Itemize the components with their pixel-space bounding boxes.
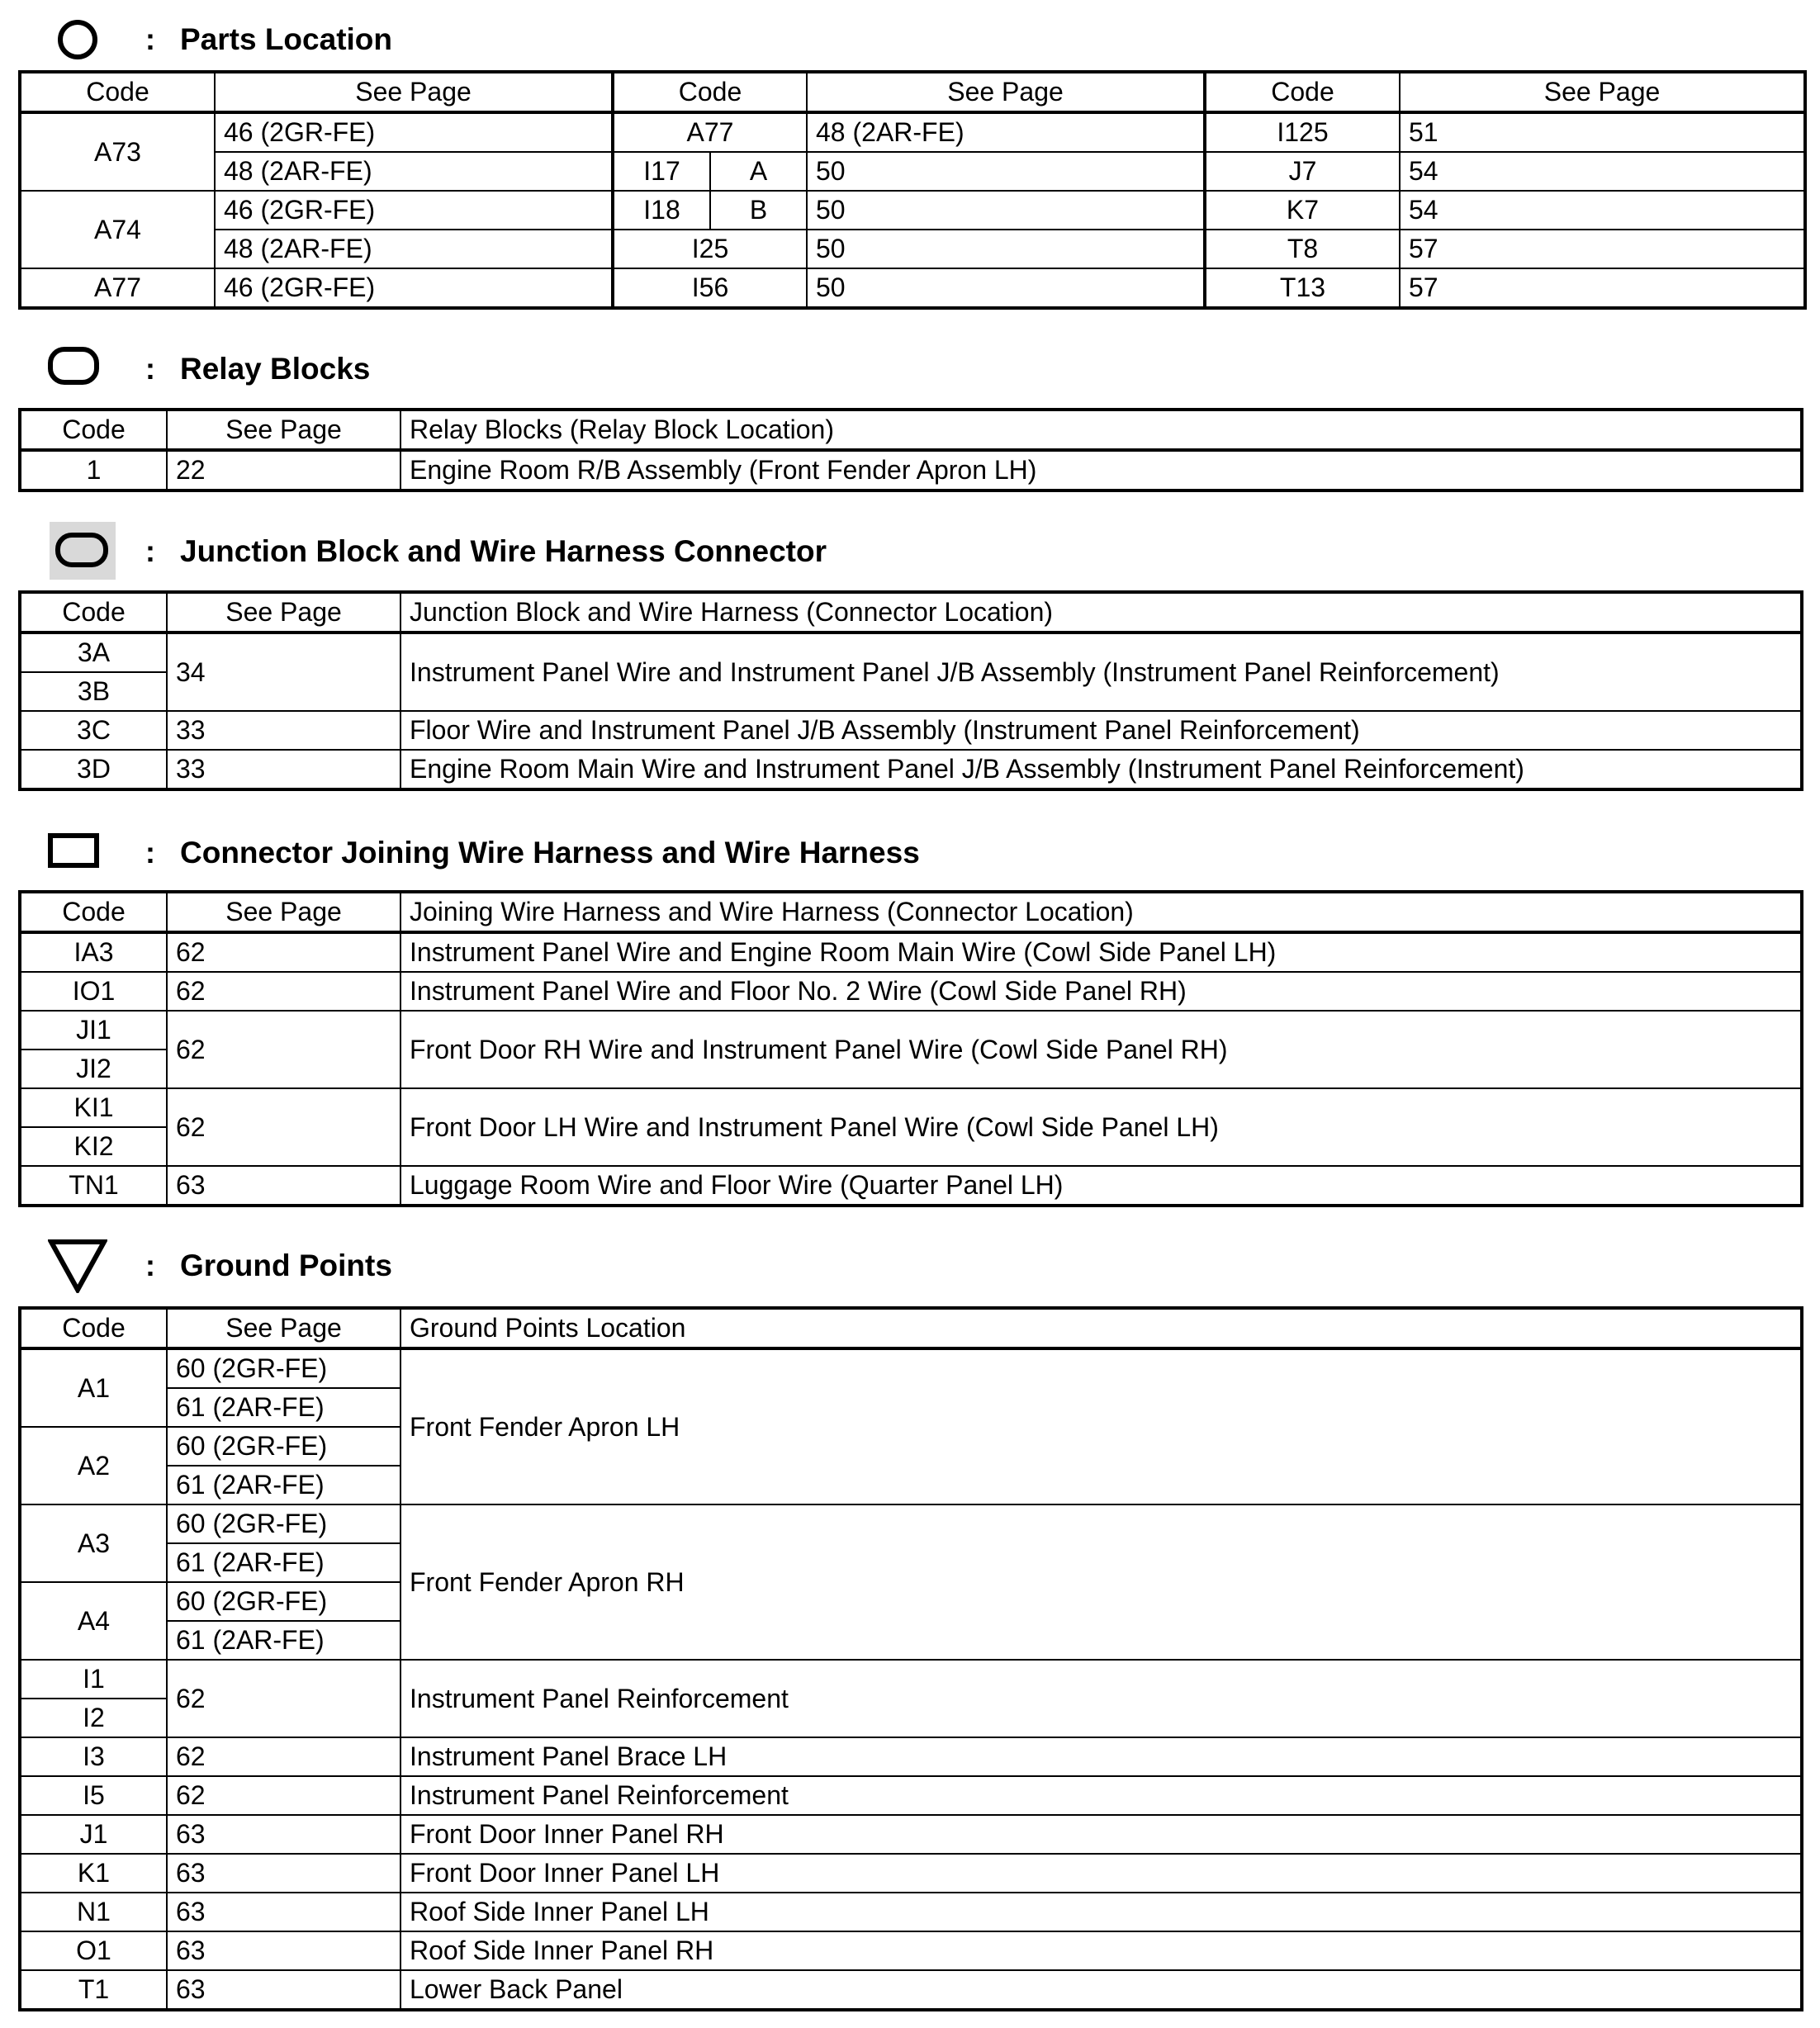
page-cell: 54	[1400, 152, 1805, 191]
description-cell: Instrument Panel Reinforcement	[400, 1660, 1802, 1737]
code-cell: JI1	[20, 1011, 167, 1050]
section-title: Parts Location	[180, 22, 392, 56]
page-cell: 63	[167, 1854, 400, 1893]
page-cell: 62	[167, 932, 400, 972]
table-header-row	[20, 410, 1802, 450]
description-cell: Front Door RH Wire and Instrument Panel Wire (Cowl Side Panel RH)	[400, 1011, 1802, 1088]
code-cell: A77	[20, 268, 215, 308]
page-cell: 61 (2AR-FE)	[167, 1543, 400, 1582]
header-see-page: See Page	[1400, 72, 1805, 112]
page-cell: 34	[167, 633, 400, 711]
header-description: Relay Blocks (Relay Block Location)	[400, 410, 1802, 450]
page-cell: 33	[167, 711, 400, 750]
page-cell: 63	[167, 1970, 400, 2010]
code-cell: 3D	[20, 750, 167, 789]
code-cell: KI1	[20, 1088, 167, 1127]
colon: :	[145, 836, 155, 869]
page-cell: 62	[167, 1088, 400, 1166]
circle-symbol-icon	[58, 20, 97, 59]
description-cell: Instrument Panel Wire and Engine Room Main Wire (Cowl Side Panel LH)	[400, 932, 1802, 972]
description-cell: Lower Back Panel	[400, 1970, 1802, 2010]
description-cell: Instrument Panel Reinforcement	[400, 1776, 1802, 1815]
code-cell: K1	[20, 1854, 167, 1893]
code-cell: A1	[20, 1348, 167, 1427]
table-row	[20, 1970, 1802, 2010]
header-description: Ground Points Location	[400, 1308, 1802, 1348]
section-title: Junction Block and Wire Harness Connector	[180, 534, 827, 568]
table-row	[20, 1348, 1802, 1388]
header-code: Code	[1205, 72, 1400, 112]
code-cell: IO1	[20, 972, 167, 1011]
header-see-page: See Page	[807, 72, 1205, 112]
code-cell: I25	[613, 230, 807, 268]
sub-code-cell: B	[710, 191, 807, 230]
section-title: Connector Joining Wire Harness and Wire Harness	[180, 836, 920, 869]
code-cell: O1	[20, 1931, 167, 1970]
table-row	[20, 932, 1802, 972]
description-cell: Front Fender Apron LH	[400, 1348, 1802, 1504]
description-cell: Engine Room R/B Assembly (Front Fender Apron LH)	[400, 450, 1802, 490]
code-cell: 3A	[20, 633, 167, 672]
code-cell: I1	[20, 1660, 167, 1699]
page-cell: 22	[167, 450, 400, 490]
code-cell: 3B	[20, 672, 167, 711]
section-title: Ground Points	[180, 1249, 392, 1282]
header-code: Code	[20, 892, 167, 932]
code-cell: K7	[1205, 191, 1400, 230]
colon: :	[145, 534, 155, 568]
page-cell: 57	[1400, 230, 1805, 268]
sub-code-cell: A	[710, 152, 807, 191]
table-row	[20, 1776, 1802, 1815]
table-row	[20, 1088, 1802, 1127]
page-cell: 51	[1400, 112, 1805, 152]
colon: :	[145, 22, 155, 56]
page-cell: 63	[167, 1166, 400, 1206]
page-cell: 61 (2AR-FE)	[167, 1388, 400, 1427]
header-description: Joining Wire Harness and Wire Harness (Connector Location)	[400, 892, 1802, 932]
page-cell: 50	[807, 268, 1205, 308]
code-cell: A77	[613, 112, 807, 152]
junction-block-symbol-icon	[55, 533, 108, 567]
code-cell: A74	[20, 191, 215, 268]
code-cell: A4	[20, 1582, 167, 1660]
page-cell: 61 (2AR-FE)	[167, 1621, 400, 1660]
page-cell: 33	[167, 750, 400, 789]
table-row	[20, 633, 1802, 672]
page-cell: 54	[1400, 191, 1805, 230]
colon: :	[145, 352, 155, 386]
page-cell: 50	[807, 191, 1205, 230]
code-cell: IA3	[20, 932, 167, 972]
header-code: Code	[20, 410, 167, 450]
table-row	[20, 1660, 1802, 1699]
ground-points-table	[18, 1306, 1803, 2011]
header-see-page: See Page	[167, 1308, 400, 1348]
table-row	[20, 1166, 1802, 1206]
code-cell: T13	[1205, 268, 1400, 308]
code-cell: A3	[20, 1504, 167, 1582]
table-row	[20, 1504, 1802, 1543]
description-cell: Floor Wire and Instrument Panel J/B Assembly (Instrument Panel Reinforcement)	[400, 711, 1802, 750]
table-header-row	[20, 592, 1802, 633]
code-cell: 3C	[20, 711, 167, 750]
colon: :	[145, 1249, 155, 1282]
table-header-row	[20, 1308, 1802, 1348]
code-cell: I125	[1205, 112, 1400, 152]
page-cell: 62	[167, 972, 400, 1011]
table-row	[20, 711, 1802, 750]
page-cell: 62	[167, 1011, 400, 1088]
page-cell: 48 (2AR-FE)	[215, 230, 613, 268]
page-cell: 62	[167, 1660, 400, 1737]
code-cell: JI2	[20, 1050, 167, 1088]
description-cell: Instrument Panel Brace LH	[400, 1737, 1802, 1776]
code-cell: T8	[1205, 230, 1400, 268]
page-cell: 46 (2GR-FE)	[215, 112, 613, 152]
table-row	[20, 750, 1802, 789]
table-row	[20, 1893, 1802, 1931]
code-cell: I17	[613, 152, 710, 191]
description-cell: Front Door Inner Panel RH	[400, 1815, 1802, 1854]
page-cell: 50	[807, 230, 1205, 268]
table-row	[20, 1737, 1802, 1776]
description-cell: Instrument Panel Wire and Instrument Panel J/B Assembly (Instrument Panel Reinforcement)	[400, 633, 1802, 711]
header-code: Code	[20, 592, 167, 633]
header-description: Junction Block and Wire Harness (Connector Location)	[400, 592, 1802, 633]
section-title: Relay Blocks	[180, 352, 371, 386]
page-cell: 60 (2GR-FE)	[167, 1504, 400, 1543]
page-cell: 48 (2AR-FE)	[807, 112, 1205, 152]
header-see-page: See Page	[167, 892, 400, 932]
description-cell: Engine Room Main Wire and Instrument Panel J/B Assembly (Instrument Panel Reinforcement)	[400, 750, 1802, 789]
header-see-page: See Page	[215, 72, 613, 112]
table-row	[20, 1011, 1802, 1050]
code-cell: I56	[613, 268, 807, 308]
description-cell: Front Door Inner Panel LH	[400, 1854, 1802, 1893]
description-cell: Front Door LH Wire and Instrument Panel Wire (Cowl Side Panel LH)	[400, 1088, 1802, 1166]
page-cell: 46 (2GR-FE)	[215, 191, 613, 230]
relay-block-symbol-icon	[48, 347, 99, 385]
page-cell: 63	[167, 1893, 400, 1931]
table-row	[20, 268, 1805, 308]
table-row	[20, 152, 1805, 191]
junction-block-table	[18, 590, 1803, 791]
page-cell: 60 (2GR-FE)	[167, 1427, 400, 1466]
page-cell: 63	[167, 1931, 400, 1970]
table-row	[20, 191, 1805, 230]
code-cell: A73	[20, 112, 215, 191]
header-see-page: See Page	[167, 410, 400, 450]
page-cell: 63	[167, 1815, 400, 1854]
description-cell: Instrument Panel Wire and Floor No. 2 Wire (Cowl Side Panel RH)	[400, 972, 1802, 1011]
description-cell: Luggage Room Wire and Floor Wire (Quarter Panel LH)	[400, 1166, 1802, 1206]
page-cell: 62	[167, 1776, 400, 1815]
code-cell: KI2	[20, 1127, 167, 1166]
code-cell: N1	[20, 1893, 167, 1931]
table-header-row	[20, 892, 1802, 932]
code-cell: TN1	[20, 1166, 167, 1206]
page-cell: 62	[167, 1737, 400, 1776]
connector-symbol-icon	[48, 833, 99, 868]
table-row	[20, 230, 1805, 268]
ground-point-triangle-icon	[48, 1239, 107, 1293]
page-cell: 50	[807, 152, 1205, 191]
table-row	[20, 112, 1805, 152]
code-cell: A2	[20, 1427, 167, 1504]
description-cell: Front Fender Apron RH	[400, 1504, 1802, 1660]
page-cell: 60 (2GR-FE)	[167, 1582, 400, 1621]
description-cell: Roof Side Inner Panel LH	[400, 1893, 1802, 1931]
page-cell: 57	[1400, 268, 1805, 308]
page-cell: 46 (2GR-FE)	[215, 268, 613, 308]
table-header-row	[20, 72, 1805, 112]
page-cell: 48 (2AR-FE)	[215, 152, 613, 191]
code-cell: I2	[20, 1699, 167, 1737]
table-row	[20, 1815, 1802, 1854]
code-cell: J1	[20, 1815, 167, 1854]
connector-joining-table	[18, 890, 1803, 1207]
description-cell: Roof Side Inner Panel RH	[400, 1931, 1802, 1970]
code-cell: I18	[613, 191, 710, 230]
header-code: Code	[20, 1308, 167, 1348]
page-cell: 60 (2GR-FE)	[167, 1348, 400, 1388]
header-code: Code	[20, 72, 215, 112]
table-row	[20, 450, 1802, 490]
relay-blocks-table	[18, 408, 1803, 492]
page-cell: 61 (2AR-FE)	[167, 1466, 400, 1504]
code-cell: 1	[20, 450, 167, 490]
table-row	[20, 1854, 1802, 1893]
code-cell: T1	[20, 1970, 167, 2010]
code-cell: I3	[20, 1737, 167, 1776]
table-row	[20, 972, 1802, 1011]
header-see-page: See Page	[167, 592, 400, 633]
code-cell: J7	[1205, 152, 1400, 191]
code-cell: I5	[20, 1776, 167, 1815]
table-row	[20, 1931, 1802, 1970]
header-code: Code	[613, 72, 807, 112]
parts-location-table	[18, 70, 1807, 310]
